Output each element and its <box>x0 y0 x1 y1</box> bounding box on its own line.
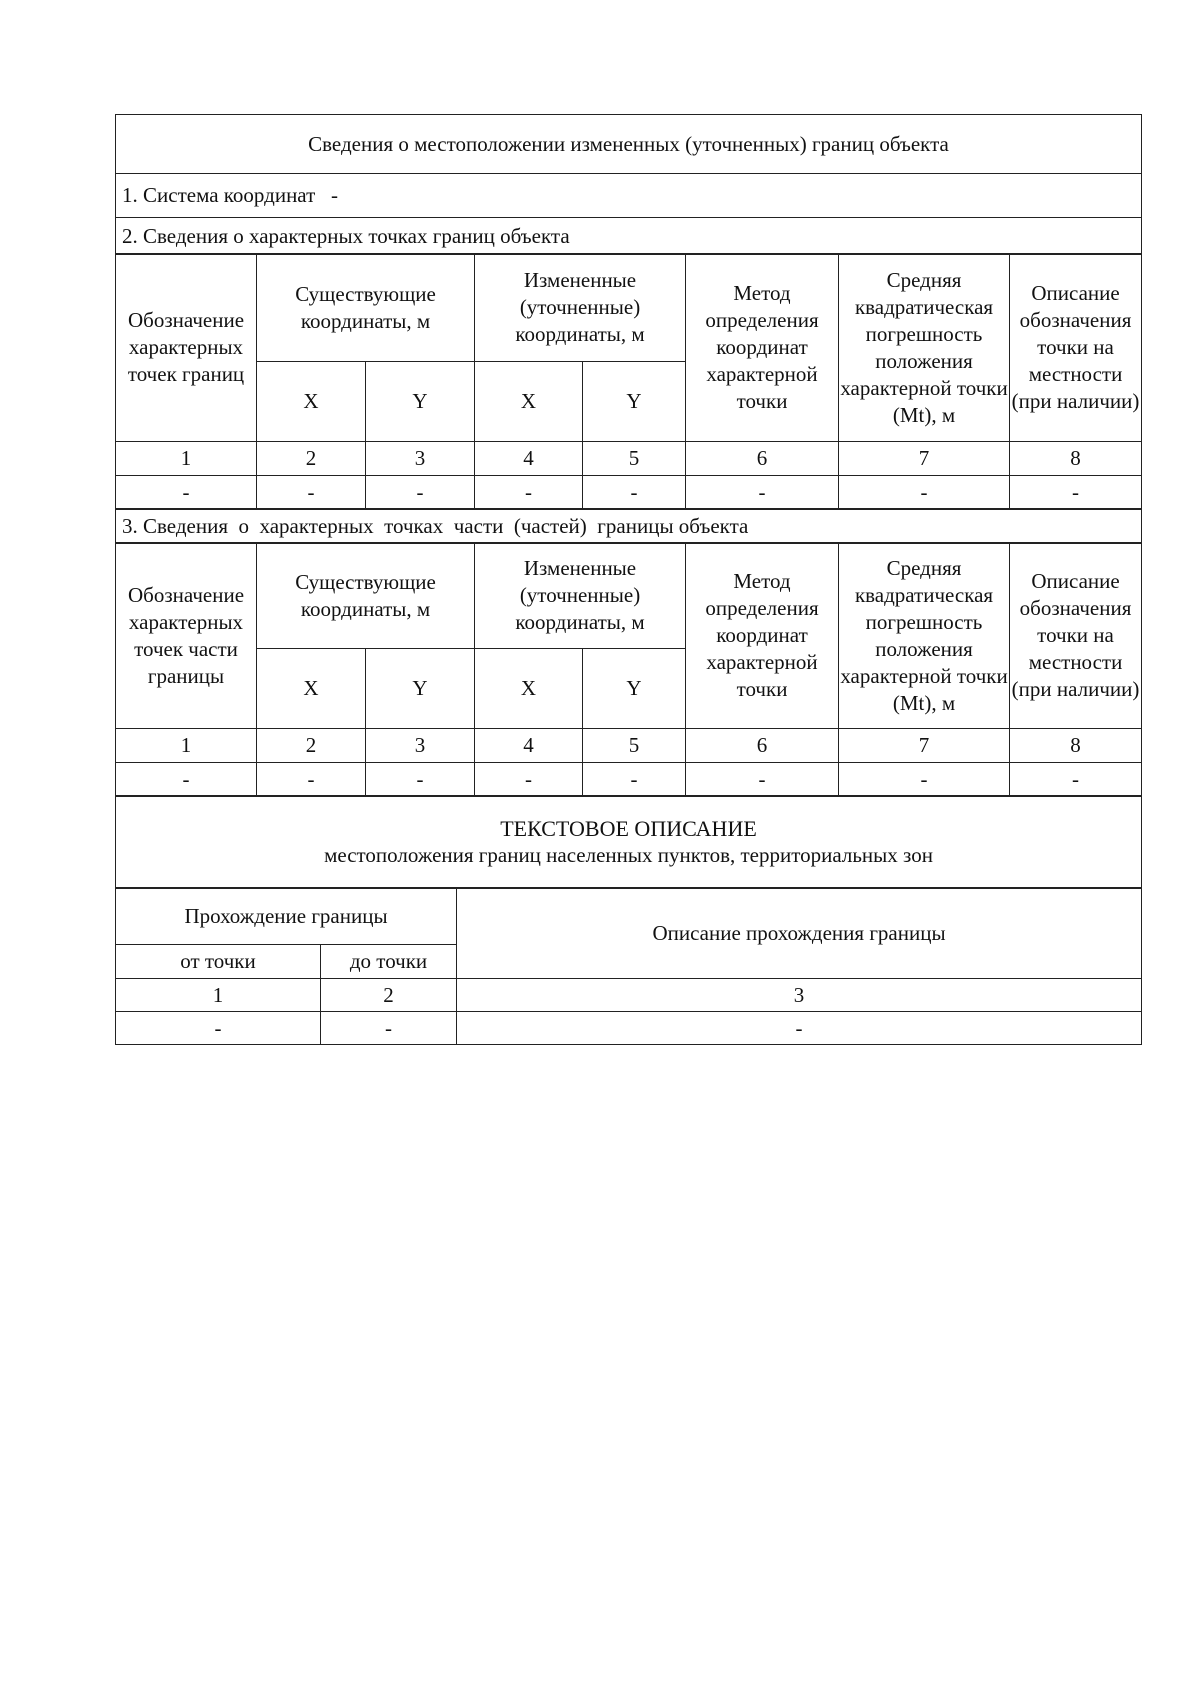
column-number: 3 <box>366 729 475 763</box>
section3-label: 3. Сведения о характерных точках части (частей) границы объекта <box>116 509 1142 544</box>
text-description-heading <box>116 796 1142 889</box>
header-existing-x: X <box>257 649 366 729</box>
document-title: Сведения о местоположении измененных (уточненных) границ объекта <box>116 115 1142 174</box>
column-number: 4 <box>475 729 583 763</box>
header-mean-error: Средняя квадратическая погрешность положения характерной точки (Mt), м <box>839 543 1010 729</box>
header-point-description: Описание обозначения точки на местности (при наличии) <box>1010 543 1142 729</box>
column-number: 5 <box>583 442 686 476</box>
header-point-designation: Обозначение характерных точек границ <box>116 254 257 442</box>
section2-points-table <box>115 253 1142 510</box>
table-row <box>116 763 1142 797</box>
column-numbers-row <box>116 979 1142 1012</box>
header-existing-x: X <box>257 362 366 442</box>
table-cell: - <box>257 476 366 510</box>
column-numbers-row <box>116 729 1142 763</box>
section2-label: 2. Сведения о характерных точках границ объекта <box>116 218 1142 255</box>
column-number: 3 <box>366 442 475 476</box>
section3-label-table <box>115 508 1142 544</box>
column-number: 4 <box>475 442 583 476</box>
header-passage-description: Описание прохождения границы <box>457 888 1142 979</box>
header-changed-x: X <box>475 362 583 442</box>
coordinate-system-value: - <box>331 183 339 207</box>
column-number: 8 <box>1010 442 1142 476</box>
text-description-title: ТЕКСТОВОЕ ОПИСАНИЕ <box>500 816 757 841</box>
coordinate-system-row <box>116 174 1142 218</box>
column-number: 7 <box>839 729 1010 763</box>
table-cell: - <box>366 763 475 797</box>
column-number: 5 <box>583 729 686 763</box>
table-cell: - <box>116 476 257 510</box>
boundary-passage-table <box>115 887 1142 1045</box>
header-point-designation: Обозначение характерных точек части границы <box>116 543 257 729</box>
table-cell: - <box>116 763 257 797</box>
column-number: 1 <box>116 442 257 476</box>
header-changed-x: X <box>475 649 583 729</box>
column-number: 7 <box>839 442 1010 476</box>
header-from-point: от точки <box>116 945 321 979</box>
header-existing-coordinates: Существующие координаты, м <box>257 543 475 649</box>
header-mean-error: Средняя квадратическая погрешность положения характерной точки (Mt), м <box>839 254 1010 442</box>
column-number: 1 <box>116 979 321 1012</box>
title-table <box>115 114 1142 255</box>
table-cell: - <box>1010 476 1142 510</box>
table-cell: - <box>257 763 366 797</box>
header-to-point: до точки <box>321 945 457 979</box>
text-description-subtitle: местоположения границ населенных пунктов, территориальных зон <box>324 843 933 867</box>
table-cell: - <box>686 763 839 797</box>
header-existing-coordinates: Существующие координаты, м <box>257 254 475 362</box>
column-number: 6 <box>686 442 839 476</box>
table-cell: - <box>366 476 475 510</box>
header-changed-y: Y <box>583 649 686 729</box>
header-method: Метод определения координат характерной точки <box>686 254 839 442</box>
table-cell: - <box>475 763 583 797</box>
table-row <box>116 476 1142 510</box>
column-number: 2 <box>257 729 366 763</box>
column-numbers-row <box>116 442 1142 476</box>
header-changed-coordinates: Измененные (уточненные) координаты, м <box>475 254 686 362</box>
section3-points-table <box>115 542 1142 797</box>
table-cell: - <box>116 1012 321 1045</box>
column-number: 1 <box>116 729 257 763</box>
table-row <box>116 1012 1142 1045</box>
header-point-description: Описание обозначения точки на местности (при наличии) <box>1010 254 1142 442</box>
header-boundary-passage: Прохождение границы <box>116 888 457 945</box>
header-existing-y: Y <box>366 362 475 442</box>
column-number: 2 <box>321 979 457 1012</box>
header-changed-coordinates: Измененные (уточненные) координаты, м <box>475 543 686 649</box>
table-cell: - <box>686 476 839 510</box>
table-cell: - <box>1010 763 1142 797</box>
text-description-heading-table <box>115 795 1142 889</box>
table-cell: - <box>475 476 583 510</box>
table-cell: - <box>839 476 1010 510</box>
header-existing-y: Y <box>366 649 475 729</box>
header-changed-y: Y <box>583 362 686 442</box>
table-cell: - <box>457 1012 1142 1045</box>
coordinate-system-label: 1. Система координат <box>122 183 316 207</box>
column-number: 2 <box>257 442 366 476</box>
column-number: 6 <box>686 729 839 763</box>
column-number: 3 <box>457 979 1142 1012</box>
table-cell: - <box>321 1012 457 1045</box>
column-number: 8 <box>1010 729 1142 763</box>
table-cell: - <box>583 763 686 797</box>
table-cell: - <box>839 763 1010 797</box>
header-method: Метод определения координат характерной точки <box>686 543 839 729</box>
table-cell: - <box>583 476 686 510</box>
